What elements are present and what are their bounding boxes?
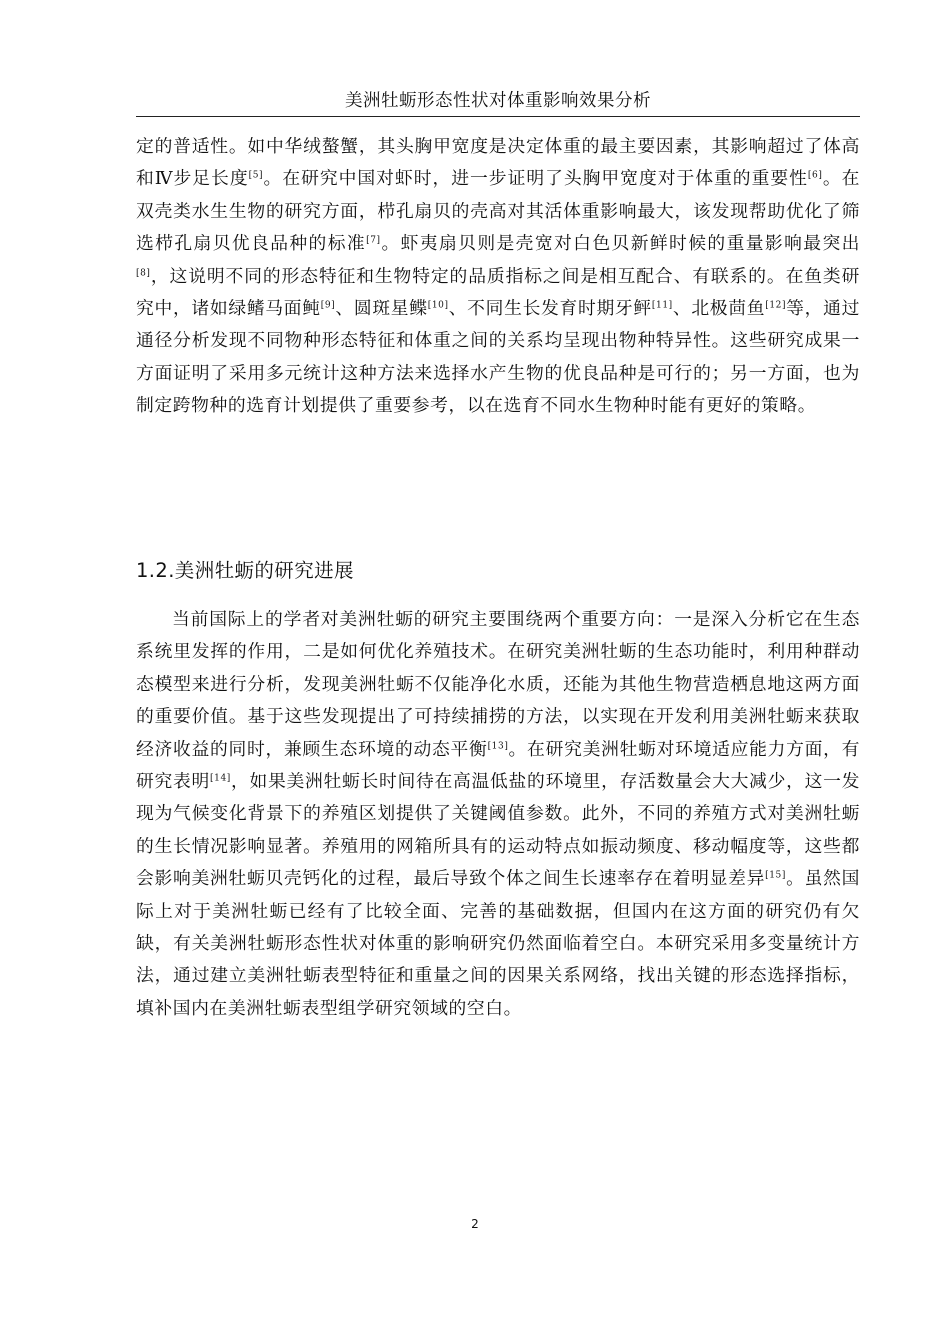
paragraph-text: 。在双壳类水生生物的研究方面，栉孔扇贝的壳高对其活体重影响最大，该发现帮助优化了筛选栉孔扇贝优良品种的标准 (136, 168, 860, 255)
citation-ref: [13] (487, 740, 509, 751)
citation-ref: [7] (366, 235, 381, 246)
paragraph-text: ，这说明不同的形态特征和生物特定的品质指标之间是相互配合、有联系的。在鱼类研究中，诸如绿鳍马面鲀 (136, 265, 860, 320)
citation-ref: [8] (136, 267, 151, 278)
citation-ref: [11] (651, 300, 673, 311)
paragraph-text: 、圆斑星鲽 (335, 298, 428, 320)
paragraph-text: ，如果美洲牡蛎长时间待在高温低盐的环境里，存活数量会大大减少，这一发现为气候变化背景下的养殖区划提供了关键阈值参数。此外，不同的养殖方式对美洲牡蛎的生长情况影响显著。养殖用的网箱所具有的运动特点如振动频度、移动幅度等，这些都会影响美洲牡蛎贝壳钙化的过程，最后导致个体之间生长速率存在着明显差异 (136, 771, 860, 890)
paragraph-text: 等，通过通径分析发现不同物种形态特征和体重之间的关系均呈现出物种特异性。这些研究成果一方面证明了采用多元统计这种方法来选择水产生物的优良品种是可行的；另一方面，也为制定跨物种的选育计划提供了重要参考，以在选育不同水生物种时能有更好的策略。 (136, 298, 860, 417)
citation-ref: [9] (320, 300, 336, 311)
citation-ref: [12] (765, 300, 787, 311)
paragraph-text: 、不同生长发育时期牙鲆 (448, 298, 652, 320)
citation-ref: [5] (248, 170, 264, 181)
paragraph-text: 。虽然国际上对于美洲牡蛎已经有了比较全面、完善的基础数据，但国内在这方面的研究仍有欠缺，有关美洲牡蛎形态性状对体重的影响研究仍然面临着空白。本研究采用多变量统计方法，通过建立美洲牡蛎表型特征和重量之间的因果关系网络，找出关键的形态选择指标，填补国内在美洲牡蛎表型组学研究领域的空白。 (136, 868, 860, 1019)
citation-ref: [6] (807, 170, 823, 181)
body-paragraph-1 (136, 131, 860, 423)
paragraph-text: 定的普适性。如中华绒螯蟹，其头胸甲宽度是决定体重的最主要因素，其影响超过了体高和Ⅳ步足长度 (136, 136, 860, 190)
running-header-title: 美洲牡蛎形态性状对体重影响效果分析 (345, 91, 651, 111)
paragraph-text: 。在研究美洲牡蛎对环境适应能力方面，有研究表明 (136, 738, 860, 793)
paragraph-text: 。在研究中国对虾时，进一步证明了头胸甲宽度对于体重的重要性 (263, 168, 808, 190)
paragraph-text: 。虾夷扇贝则是壳宽对白色贝新鲜时候的重量影响最突出 (380, 233, 860, 255)
citation-ref: [15] (765, 870, 786, 881)
page-number: 2 (471, 1217, 479, 1231)
citation-ref: [14] (210, 773, 231, 784)
citation-ref: [10] (427, 300, 449, 311)
section-heading: 1.2.美洲牡蛎的研究进展 (136, 559, 354, 582)
running-header (136, 86, 860, 117)
paragraph-text: 当前国际上的学者对美洲牡蛎的研究主要围绕两个重要方向：一是深入分析它在生态系统里发挥的作用，二是如何优化养殖技术。在研究美洲牡蛎的生态功能时，利用种群动态模型来进行分析，发现美洲牡蛎不仅能净化水质，还能为其他生物营造栖息地这两方面的重要价值。基于这些发现提出了可持续捕捞的方法，以实现在开发利用美洲牡蛎来获取经济收益的同时，兼顾生态环境的动态平衡 (136, 609, 860, 760)
paragraph-text: 、北极茴鱼 (672, 298, 766, 320)
body-paragraph-2 (136, 604, 860, 1025)
